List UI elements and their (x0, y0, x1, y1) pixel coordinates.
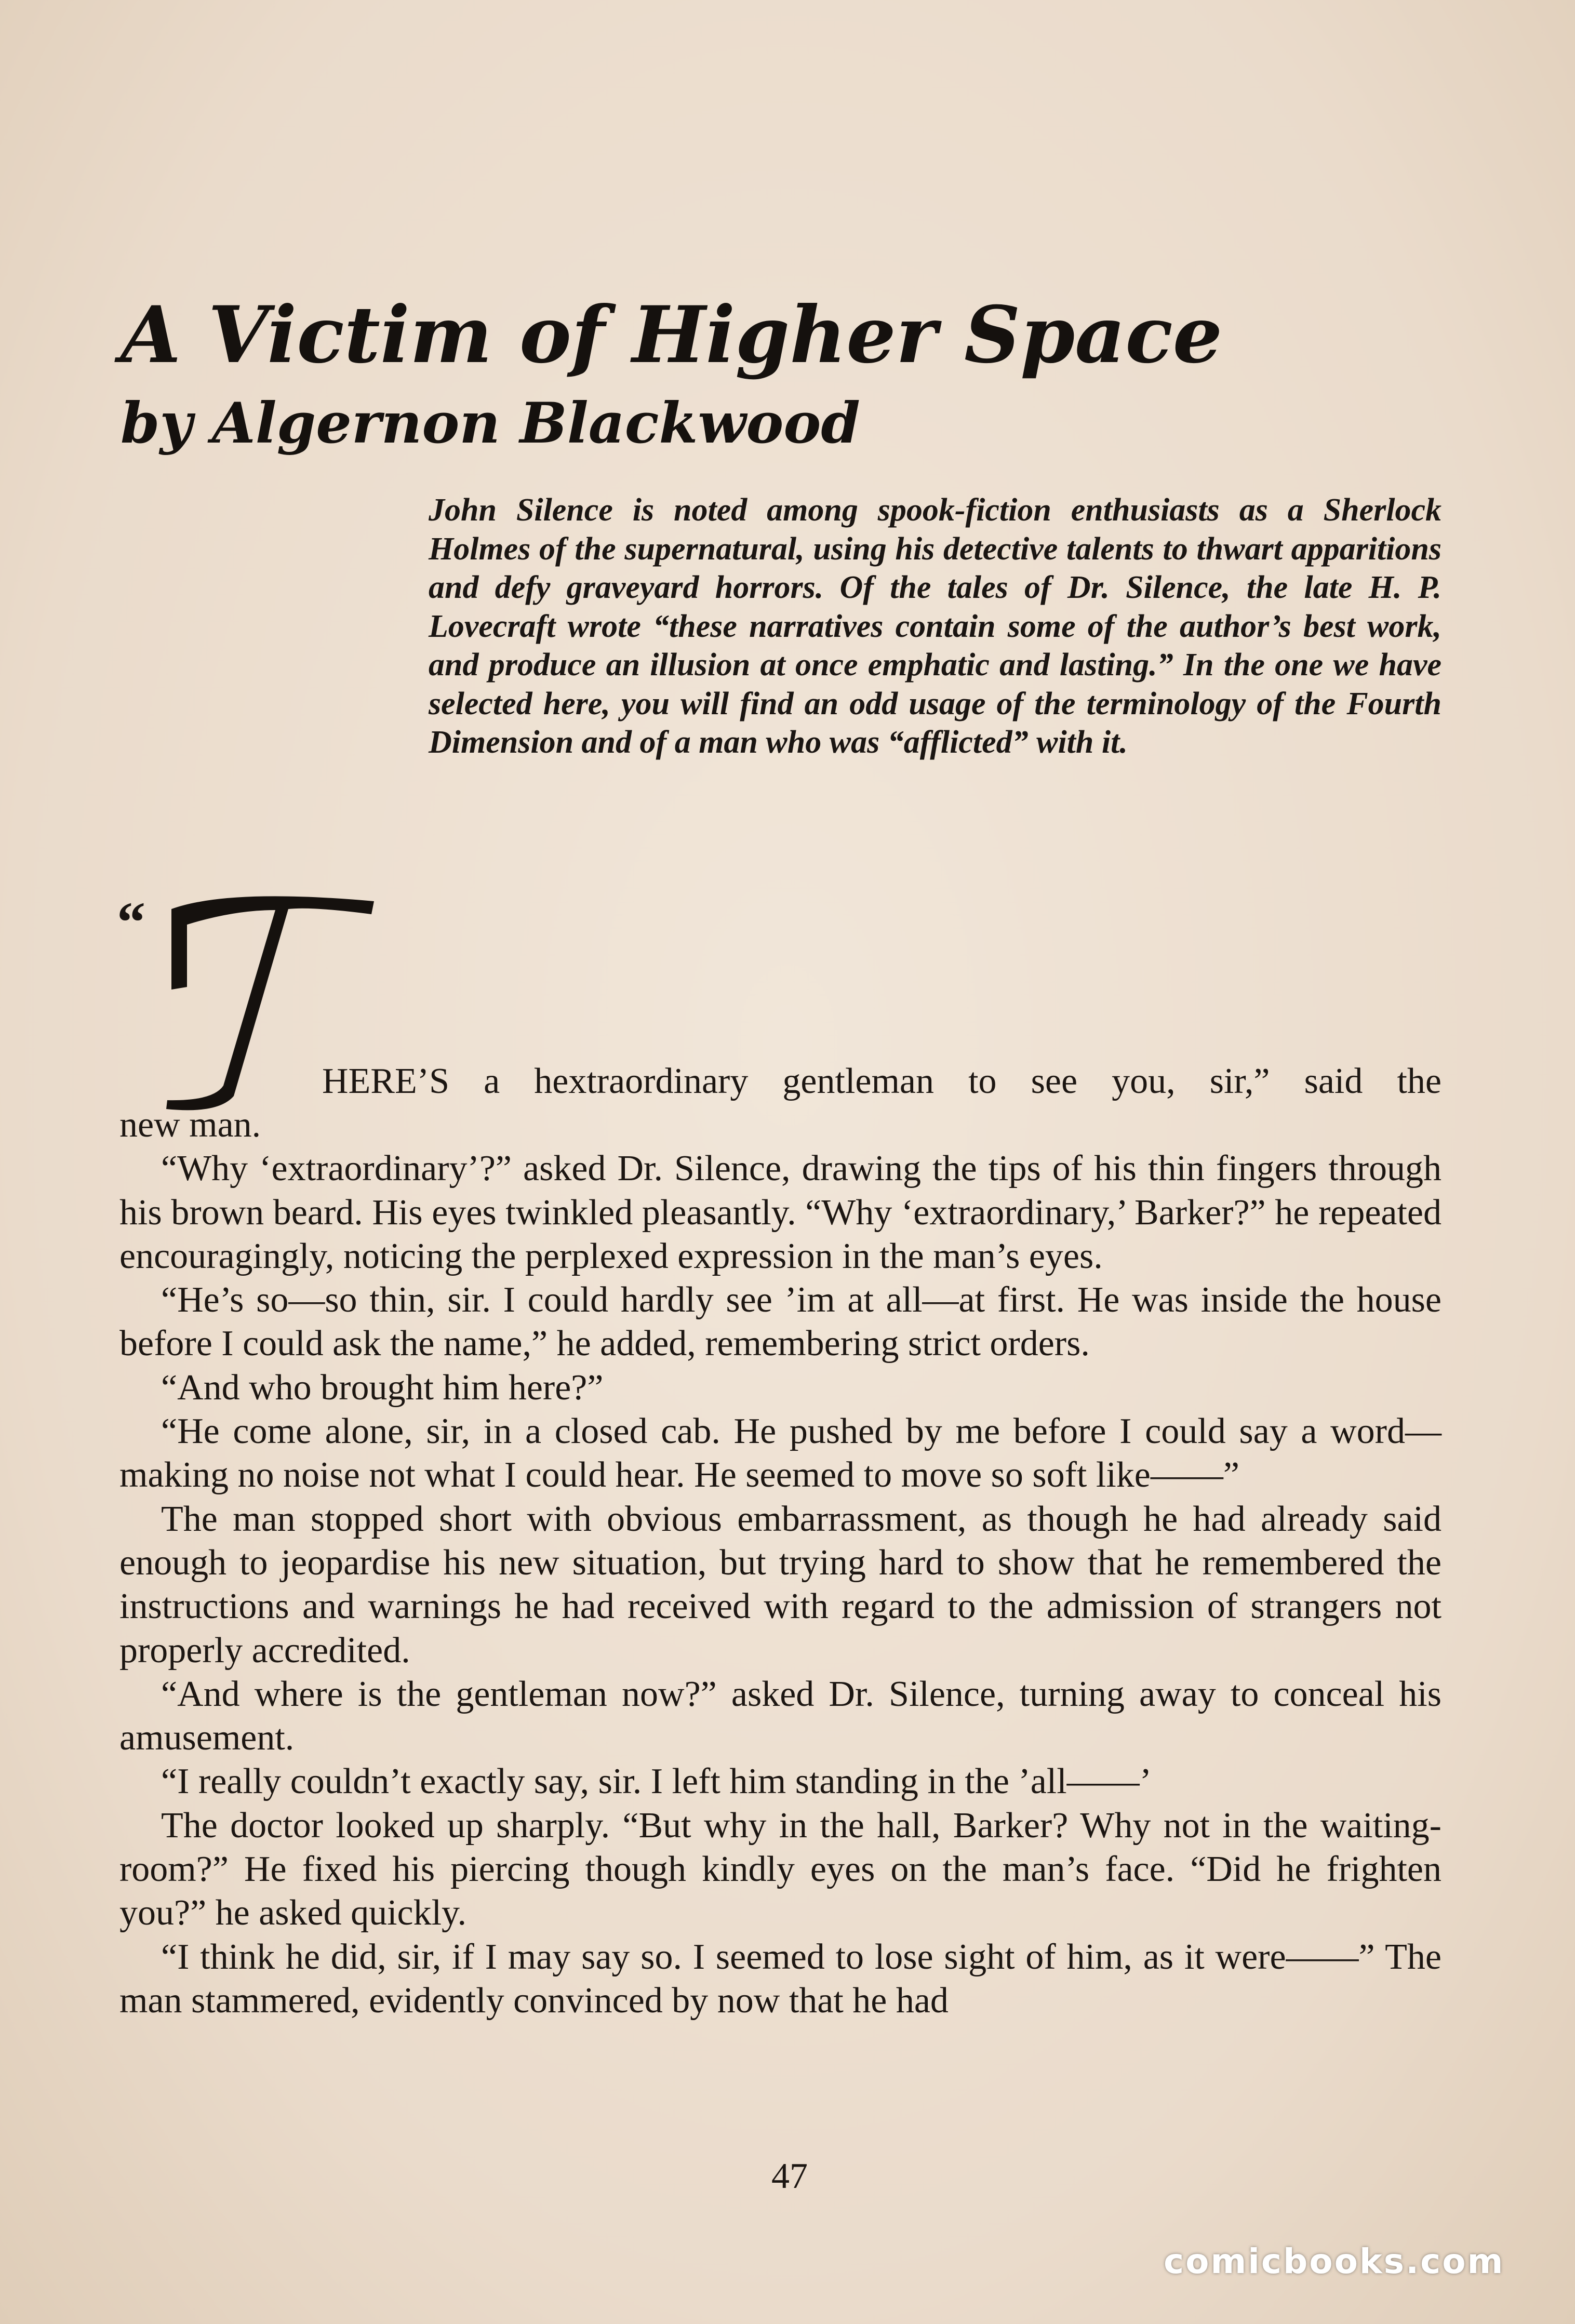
first-line-continuation: new man. (119, 1105, 261, 1145)
paragraph: The man stopped short with obvious embarrassment, as though he had already said enough to jeopardise his new situation, but trying hard to show that he remembered the instructions and warnings he had received with regard to the admission of strangers not properly accredited. (119, 1499, 1441, 1671)
paragraph: “Why ‘extraordinary’?” asked Dr. Silence, drawing the tips of his thin fingers through his brown beard. His eyes twinkled pleasantly. “Why ‘extraordinary,’ Barker?” he repeated encouragingly, noticing the perplexed expression in the man’s eyes. (119, 1148, 1441, 1276)
opening-quote-mark: “ (117, 890, 145, 954)
paragraph: “I think he did, sir, if I may say so. I seemed to lose sight of him, as it were——” The man stammered, evidently convinced by now that he had (119, 1936, 1441, 2021)
watermark: comicbooks.com (1164, 2241, 1505, 2281)
first-line: HERE’S a hextraordinary gentleman to see you, sir,” said the (322, 1061, 1441, 1101)
paragraph: “He come alone, sir, in a closed cab. He pushed by me before I could say a word—making no noise not what I could hear. He seemed to move so soft like——” (119, 1411, 1441, 1495)
story-body (119, 1060, 1441, 2023)
story-intro: John Silence is noted among spook-fiction enthusiasts as a Sherlock Holmes of the supernatural, using his detective talents to thwart apparitions and defy graveyard horrors. Of the tales of Dr. Silence, the late H. P. Lovecraft wrote “these narratives contain some of the author’s best work, and produce an illusion at once emphatic and lasting.” In the one we have selected here, you will find an odd usage of the terminology of the Fourth Dimension and of a man who was “afflicted” with it. (429, 492, 1441, 760)
story-byline: by Algernon Blackwood (121, 391, 860, 456)
first-paragraph (119, 1060, 1441, 1147)
paragraph: “I really couldn’t exactly say, sir. I left him standing in the ’all——’ (161, 1761, 1152, 1802)
page-number: 47 (771, 2156, 808, 2196)
paragraph: “And who brought him here?” (161, 1367, 604, 1408)
paragraph: “And where is the gentleman now?” asked Dr. Silence, turning away to conceal his amusement. (119, 1674, 1441, 1758)
story-title: A Victim of Higher Space (121, 289, 1223, 381)
paragraph: “He’s so—so thin, sir. I could hardly see ’im at all—at first. He was inside the house before I could ask the name,” he added, remembering strict orders. (119, 1280, 1441, 1364)
paragraph: The doctor looked up sharply. “But why in the hall, Barker? Why not in the waiting-room?” He fixed his piercing though kindly eyes on the man’s face. “Did he frighten you?” he asked quickly. (119, 1805, 1441, 1933)
